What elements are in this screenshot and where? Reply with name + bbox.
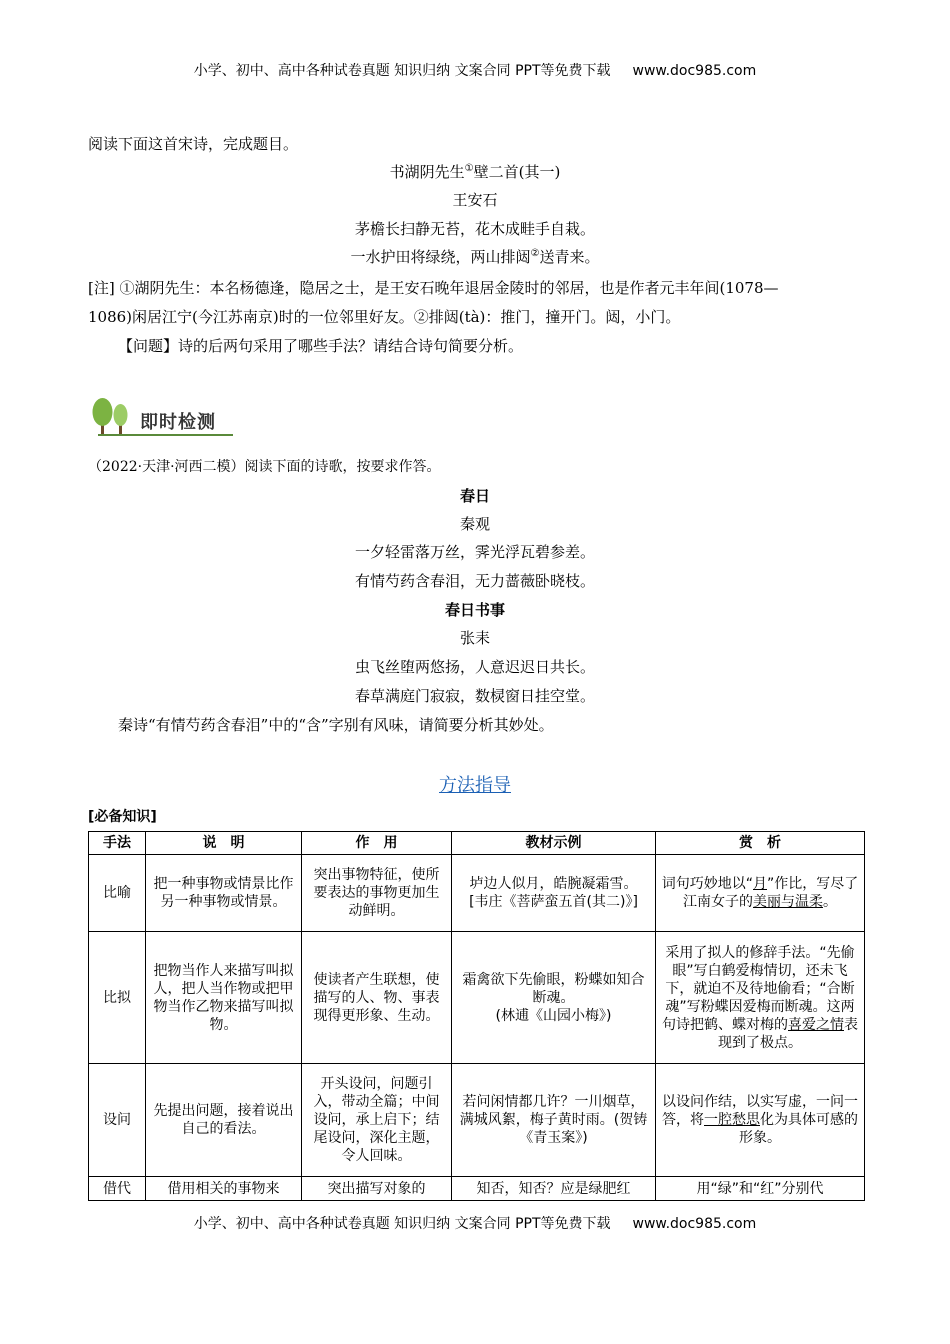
header-url[interactable]: www.doc985.com [632,63,757,79]
analysis-text: ”作比，写尽了江南女子的 [683,876,859,910]
header-cell: 说 明 [146,832,302,855]
poem2-title: 春日 [459,487,490,505]
technique-analysis: 用“绿”和“红”分别代 [656,1177,865,1201]
table-row [89,1177,865,1201]
technique-analysis [656,932,865,1064]
poem1-line2 [0,246,950,267]
table-row [89,1064,865,1177]
tree-icon [88,398,133,438]
source-line: （2022·天津·河西二模）阅读下面的诗歌，按要求作答。 [88,459,441,475]
poem2-author: 秦观 [459,515,490,533]
technique-analysis [656,1064,865,1177]
technique-name: 借代 [89,1177,146,1201]
header-text: 小学、初中、高中各种试卷真题 知识归纳 文案合同 PPT等免费下载 [193,63,611,79]
technique-name: 比喻 [89,855,146,932]
knowledge-label: [必备知识] [88,809,157,825]
technique-desc: 借用相关的事物来 [146,1177,302,1201]
header-cell: 手法 [89,832,146,855]
method-title: 方法指导 [439,775,511,796]
header-cell: 教材示例 [452,832,656,855]
poem1-line2-a: 一水护田将绿绕，两山排闼 [350,248,531,266]
footer-url[interactable]: www.doc985.com [632,1216,757,1232]
banner-title: 即时检测 [140,412,216,433]
table-header-row [89,832,865,855]
poem3-line1: 虫飞丝堕两悠扬，人意迟迟日共长。 [354,658,595,676]
analysis-underline: 一腔愁思 [704,1112,760,1128]
example-verse: 霜禽欲下先偷眼，粉蝶如知合断魂。 [462,971,645,1006]
analysis-text: 采用了拟人的修辞手法。“先偷眼”写白鹤爱梅情切，还未飞下，就迫不及待地偷看；“合断魂”写粉蝶因爱梅而断魂。这两句诗把鹤、蝶对梅的 [662,944,855,1033]
poem3-line2: 春草满庭门寂寂，数棂窗日挂空堂。 [354,687,595,705]
section-banner [88,398,233,440]
poem2-line1: 一夕轻雷落万丝，霁光浮瓦碧参差。 [354,543,595,561]
analysis-text: 表现到了极点。 [718,1016,858,1051]
analysis-text: 以设问作结，以实写虚，一问一答，将 [662,1094,858,1128]
technique-name: 比拟 [89,932,146,1064]
analysis-underline: 月 [753,876,767,892]
technique-desc: 把一种事物或情景比作另一种事物或情景。 [146,855,302,932]
analysis-text: 。 [823,894,837,910]
technique-example: 知否，知否？应是绿肥红 [452,1177,656,1201]
technique-example [452,855,656,932]
note-line2: 1086)闲居江宁(今江苏南京)时的一位邻里好友。②排闼(tà)：推门，撞开门。闼，小门。 [88,308,681,326]
example-source: (林逋《山园小梅》) [495,1007,612,1024]
poem1-title-b: 壁二首(其一) [473,163,561,181]
technique-example: 若问闲情都几许？一川烟草，满城风絮，梅子黄时雨。(贺铸《青玉案》) [452,1064,656,1177]
technique-effect: 突出描写对象的 [302,1177,452,1201]
footer-text: 小学、初中、高中各种试卷真题 知识归纳 文案合同 PPT等免费下载 [193,1216,611,1232]
poem1-line2-sup: ② [530,248,540,259]
technique-desc: 先提出问题，接着说出自己的看法。 [146,1064,302,1177]
table-row [89,855,865,932]
analysis-underline: 美丽与温柔 [753,894,823,910]
analysis-text: 化为具体可感的形象。 [739,1112,858,1146]
technique-name: 设问 [89,1064,146,1177]
analysis-text: 词句巧妙地以“ [661,876,753,892]
page-break-mask [0,1202,950,1212]
poem3-author: 张耒 [459,629,490,647]
technique-analysis [656,855,865,932]
analysis-underline: 喜爱之情 [788,1016,844,1033]
banner-underline [98,434,233,436]
question2: 秦诗“有情芍药含春泪”中的“含”字别有风味，请简要分析其妙处。 [118,716,554,734]
page-header [0,60,950,80]
technique-effect: 开头设问，问题引入，带动全篇；中间设问，承上启下；结尾设问，深化主题，令人回味。 [302,1064,452,1177]
poem3-title: 春日书事 [444,601,505,619]
technique-table [88,831,865,1201]
poem1-author: 王安石 [452,191,498,209]
header-cell: 赏 析 [656,832,865,855]
technique-effect: 使读者产生联想，使描写的人、物、事表现得更形象、生动。 [302,932,452,1064]
table-row [89,932,865,1064]
poem1-line2-b: 送青来。 [539,248,600,266]
intro-text: 阅读下面这首宋诗，完成题目。 [88,135,299,153]
poem2-line2: 有情芍药含春泪，无力蔷薇卧晓枝。 [354,572,595,590]
technique-effect: 突出事物特征，使所要表达的事物更加生动鲜明。 [302,855,452,932]
poem1-title [0,161,950,182]
example-verse: 垆边人似月，皓腕凝霜雪。 [469,876,638,892]
poem1-line1: 茅檐长扫静无苔，花木成畦手自栽。 [354,220,595,238]
question1: 【问题】诗的后两句采用了哪些手法？请结合诗句简要分析。 [118,337,524,355]
example-source: [韦庄《菩萨蛮五首(其二)》] [469,894,638,910]
poem1-title-a: 书湖阴先生 [389,163,465,181]
technique-example [452,932,656,1064]
note-line1: [注] ①湖阴先生：本名杨德逢，隐居之士，是王安石晚年退居金陵时的邻居，也是作者元丰年间(1078— [88,279,779,297]
poem1-title-sup: ① [464,163,474,174]
page-footer [0,1213,950,1233]
technique-desc: 把物当作人来描写叫拟人，把人当作物或把甲物当作乙物来描写叫拟物。 [146,932,302,1064]
header-cell: 作 用 [302,832,452,855]
